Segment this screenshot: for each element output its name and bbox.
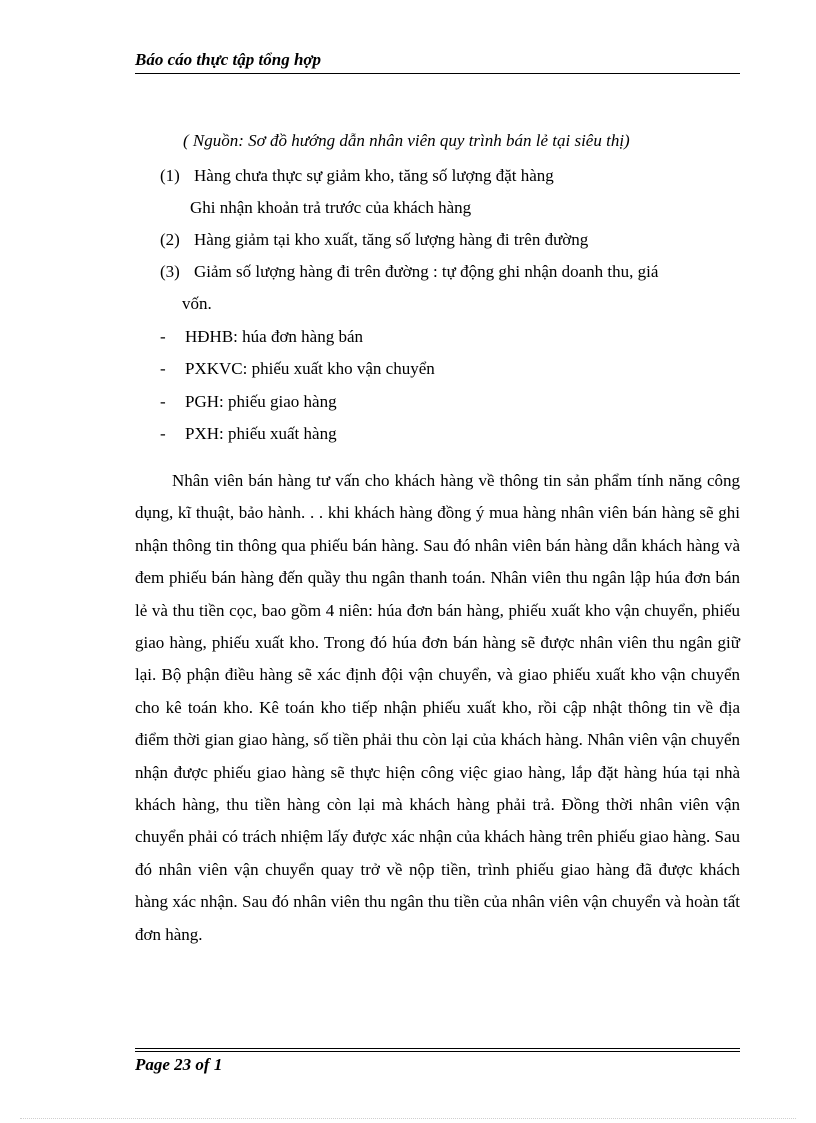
dash-marker: - [160, 424, 166, 443]
item-text: Ghi nhận khoản trả trước của khách hàng [190, 198, 472, 217]
abbreviation-item [160, 424, 337, 444]
page-edge-divider [20, 1118, 796, 1119]
item-text: vốn. [182, 294, 212, 313]
dash-marker: - [160, 392, 166, 411]
footer-rule [135, 1048, 740, 1049]
numbered-item-3-continuation [182, 294, 212, 314]
item-number: (3) [160, 262, 180, 281]
abbreviation-item [160, 392, 337, 412]
numbered-item-1 [160, 166, 554, 186]
numbered-item-1-continuation [190, 198, 471, 218]
abbreviation-text: HĐHB: húa đơn hàng bán [185, 327, 364, 346]
item-number: (1) [160, 166, 180, 185]
item-number: (2) [160, 230, 180, 249]
item-text: Hàng giảm tại kho xuất, tăng số lượng hàng đi trên đường [194, 230, 589, 249]
footer-rule [135, 1051, 740, 1052]
abbreviation-item [160, 359, 435, 379]
abbreviation-text: PGH: phiếu giao hàng [185, 392, 337, 411]
numbered-item-3 [160, 262, 658, 282]
header-title: Báo cáo thực tập tổng hợp [135, 50, 322, 69]
numbered-item-2 [160, 230, 588, 250]
dash-marker: - [160, 327, 166, 346]
dash-marker: - [160, 359, 166, 378]
source-note: ( Nguồn: Sơ đồ hướng dẫn nhân viên quy trình bán lẻ tại siêu thị) [183, 131, 630, 150]
abbreviation-text: PXKVC: phiếu xuất kho vận chuyển [185, 359, 435, 378]
item-text: Hàng chưa thực sự giảm kho, tăng số lượng đặt hàng [194, 166, 554, 185]
abbreviation-item [160, 327, 363, 347]
page-header [135, 50, 740, 74]
abbreviation-text: PXH: phiếu xuất hàng [185, 424, 337, 443]
page-number: Page 23 of 1 [135, 1055, 223, 1074]
item-text: Giảm số lượng hàng đi trên đường : tự động ghi nhận doanh thu, giá [194, 262, 659, 281]
body-paragraph: Nhân viên bán hàng tư vấn cho khách hàng về thông tin sản phẩm tính năng công dụng, kĩ thuật, bảo hành. . . khi khách hàng đồng ý mua hàng nhân viên bán hàng sẽ ghi nhận thông tin thông qua phiếu bán hàng. Sau đó nhân viên bán hàng dẫn khách hàng và đem phiếu bán hàng đến quầy thu ngân thanh toán. Nhân viên thu ngân lập húa đơn bán lẻ và thu tiền cọc, bao gồm 4 niên: húa đơn bán hàng, phiếu xuất kho vận chuyển, phiếu giao hàng, phiếu xuất kho. Trong đó húa đơn bán hàng sẽ được nhân viên thu ngân giữ lại. Bộ phận điều hàng sẽ xác định đội vận chuyển, và giao phiếu xuất kho vận chuyển cho kê toán kho. Kê toán kho tiếp nhận phiếu xuất kho, rồi cập nhật thông tin về địa điểm thời gian giao hàng, số tiền phải thu còn lại của khách hàng. Nhân viên vận chuyển nhận được phiếu giao hàng sẽ thực hiện công việc giao hàng, lắp đặt hàng húa tại nhà khách hàng, thu tiền hàng còn lại mà khách hàng phải trả. Đồng thời nhân viên vận chuyển phải có trách nhiệm lấy được xác nhận của khách hàng trên phiếu giao hàng. Sau đó nhân viên vận chuyển quay trở về nộp tiền, trình phiếu giao hàng đã được khách hàng xác nhận. Sau đó nhân viên thu ngân thu tiền của nhân viên vận chuyển và hoàn tất đơn hàng. [135, 471, 740, 944]
